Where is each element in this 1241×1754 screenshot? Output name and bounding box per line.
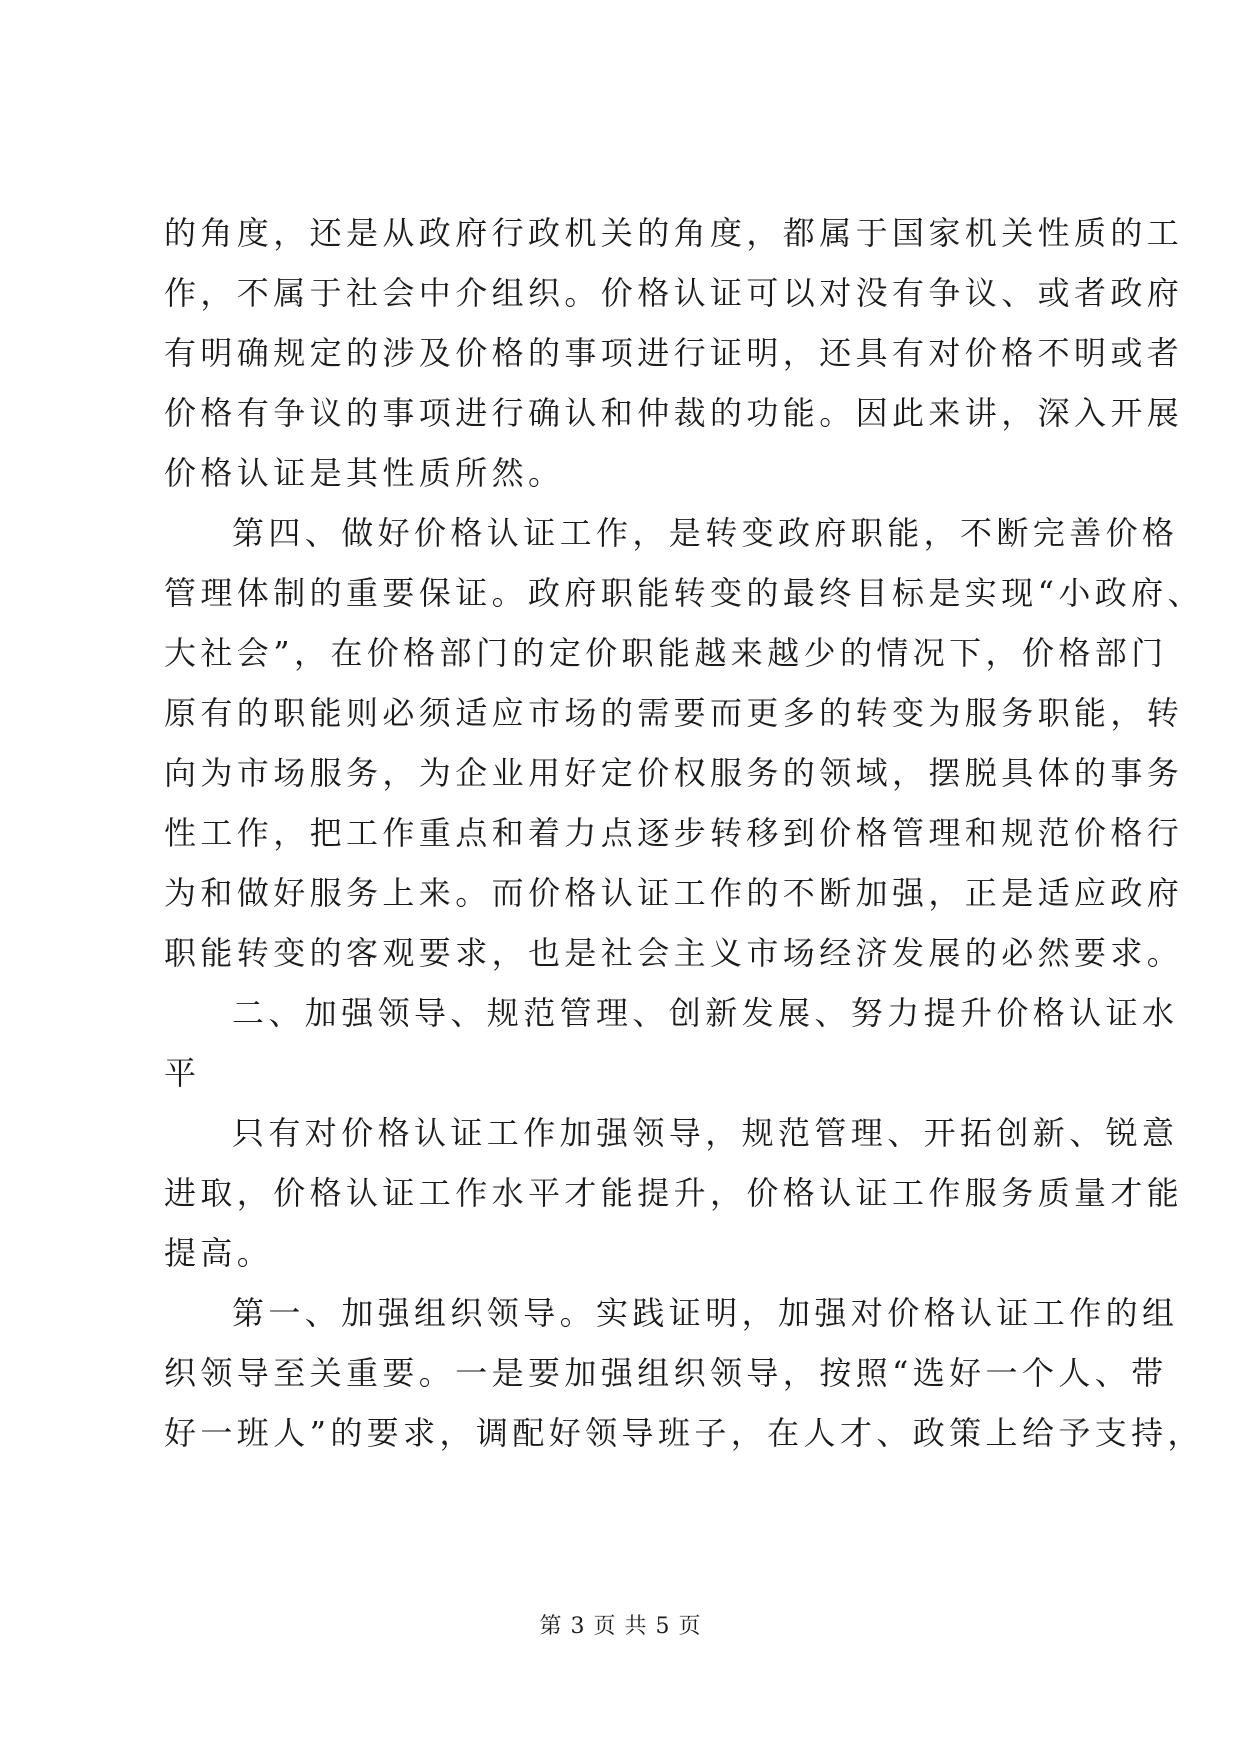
text-line: 价格认证是其性质所然。 xyxy=(164,454,565,492)
text-line: 原有的职能则必须适应市场的需要而更多的转变为服务职能，转 xyxy=(164,694,1184,732)
text-line: 价格有争议的事项进行确认和仲裁的功能。因此来讲，深入开展 xyxy=(164,394,1184,432)
paragraph-start-line: 第一、加强组织领导。实践证明，加强对价格认证工作的组 xyxy=(232,1294,1179,1332)
section-heading-line: 平 xyxy=(164,1054,201,1092)
text-line: 好一班人”的要求，调配好领导班子，在人才、政策上给予支持， xyxy=(164,1414,1204,1452)
text-line: 为和做好服务上来。而价格认证工作的不断加强，正是适应政府 xyxy=(164,874,1184,912)
text-line: 大社会”，在价格部门的定价职能越来越少的情况下，价格部门 xyxy=(164,634,1168,672)
page-number-footer: 第 3 页 共 5 页 xyxy=(539,1614,702,1639)
paragraph-start-line: 只有对价格认证工作加强领导，规范管理、开拓创新、锐意 xyxy=(232,1114,1179,1152)
text-line: 职能转变的客观要求，也是社会主义市场经济发展的必然要求。 xyxy=(164,934,1184,972)
text-line: 管理体制的重要保证。政府职能转变的最终目标是实现“小政府、 xyxy=(164,574,1204,612)
paragraph-start-line: 第四、做好价格认证工作，是转变政府职能，不断完善价格 xyxy=(232,514,1179,552)
text-line: 提高。 xyxy=(164,1234,274,1272)
text-line: 有明确规定的涉及价格的事项进行证明，还具有对价格不明或者 xyxy=(164,334,1184,372)
text-line: 向为市场服务，为企业用好定价权服务的领域，摆脱具体的事务 xyxy=(164,754,1184,792)
text-line: 作，不属于社会中介组织。价格认证可以对没有争议、或者政府 xyxy=(164,274,1184,312)
text-line: 性工作，把工作重点和着力点逐步转移到价格管理和规范价格行 xyxy=(164,814,1184,852)
text-line: 织领导至关重要。一是要加强组织领导，按照“选好一个人、带 xyxy=(164,1354,1168,1392)
text-line: 的角度，还是从政府行政机关的角度，都属于国家机关性质的工 xyxy=(164,214,1184,252)
section-heading-line: 二、加强领导、规范管理、创新发展、努力提升价格认证水 xyxy=(232,994,1179,1032)
document-body xyxy=(164,203,1204,1463)
text-line: 进取，价格认证工作水平才能提升，价格认证工作服务质量才能 xyxy=(164,1174,1184,1212)
